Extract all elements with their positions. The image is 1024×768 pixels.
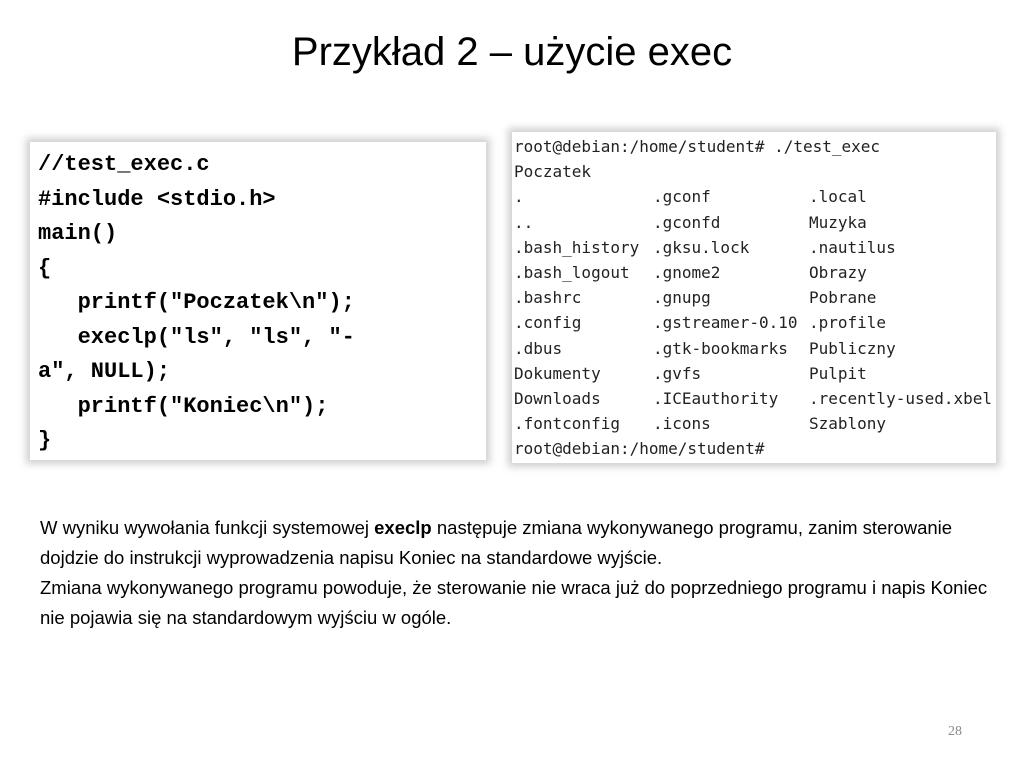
listing-entry: .ICEauthority — [653, 388, 779, 408]
listing-entry: .. — [514, 212, 534, 232]
code-listing — [30, 142, 486, 460]
listing-entry: Pulpit — [809, 363, 867, 383]
listing-entry: .bashrc — [514, 288, 582, 308]
terminal-listing-row — [514, 386, 996, 411]
terminal-output-line: Poczatek — [514, 162, 592, 182]
terminal-listing-row — [514, 285, 996, 310]
code-line: } — [38, 428, 52, 453]
slide-title: Przykład 2 – użycie exec — [291, 30, 733, 74]
code-line: printf("Poczatek\n"); — [38, 290, 355, 315]
listing-entry: Szablony — [809, 414, 887, 434]
description-paragraph: Zmiana wykonywanego programu powoduje, że sterowanie nie wraca już do poprzedniego programu i napis Koniec nie pojawia się na standardowym wyjściu w ogóle. — [40, 577, 988, 628]
description-paragraph — [40, 513, 1000, 573]
listing-entry: .config — [514, 313, 582, 333]
listing-entry: Publiczny — [809, 338, 896, 358]
terminal-listing-row — [514, 310, 996, 335]
terminal-listing-row — [514, 260, 996, 285]
listing-entry: .bash_history — [514, 237, 640, 257]
listing-entry: .gconf — [653, 187, 711, 207]
code-line: main() — [38, 221, 118, 246]
listing-entry: . — [514, 187, 524, 207]
terminal-listing-row — [514, 210, 996, 235]
listing-entry: .bash_logout — [514, 262, 630, 282]
code-line: #include <stdio.h> — [38, 186, 276, 212]
listing-entry: Dokumenty — [514, 363, 601, 383]
description-text-after: następuje zmiana wykonywanego programu, zanim sterowanie dojdzie do instrukcji wyprowadzenia napisu Koniec na standardowe wyjście. — [40, 517, 953, 568]
listing-entry: Obrazy — [809, 262, 867, 282]
terminal-listing-row — [514, 361, 996, 386]
listing-entry: Muzyka — [809, 212, 867, 232]
description-text — [40, 513, 1000, 633]
listing-entry: .dbus — [514, 338, 563, 358]
listing-entry: .nautilus — [809, 237, 896, 257]
terminal-listing-row — [514, 336, 996, 361]
listing-entry: .icons — [653, 414, 711, 434]
listing-entry: .fontconfig — [514, 414, 620, 434]
listing-entry: Downloads — [514, 388, 601, 408]
listing-entry: .profile — [809, 313, 887, 333]
listing-entry: .gtk-bookmarks — [653, 338, 788, 358]
terminal-output — [512, 132, 996, 463]
terminal-prompt: root@debian:/home/student# — [514, 439, 765, 459]
code-line: a", NULL); — [38, 359, 171, 384]
listing-entry: .gstreamer-0.10 — [653, 313, 798, 333]
listing-entry: .local — [809, 187, 867, 207]
listing-entry: .gksu.lock — [653, 237, 750, 257]
code-line: //test_exec.c — [38, 152, 210, 177]
code-line: execlp("ls", "ls", "- — [38, 324, 355, 350]
listing-entry: .gnome2 — [653, 262, 721, 282]
execlp-keyword: execlp — [374, 517, 432, 538]
terminal-listing-row — [514, 411, 996, 436]
listing-entry: .gnupg — [653, 288, 711, 308]
code-line: printf("Koniec\n"); — [38, 393, 329, 419]
description-text-before: W wyniku wywołania funkcji systemowej — [40, 517, 375, 538]
code-line: { — [38, 255, 52, 281]
terminal-listing-row — [514, 235, 996, 260]
listing-entry: .recently-used.xbel — [809, 388, 993, 408]
listing-entry: .gconfd — [653, 212, 721, 232]
terminal-listing-row — [514, 184, 996, 209]
listing-entry: .gvfs — [653, 363, 702, 383]
page-number: 28 — [948, 724, 962, 739]
terminal-command-line: root@debian:/home/student# ./test_exec — [514, 137, 881, 156]
listing-entry: Pobrane — [809, 288, 877, 308]
